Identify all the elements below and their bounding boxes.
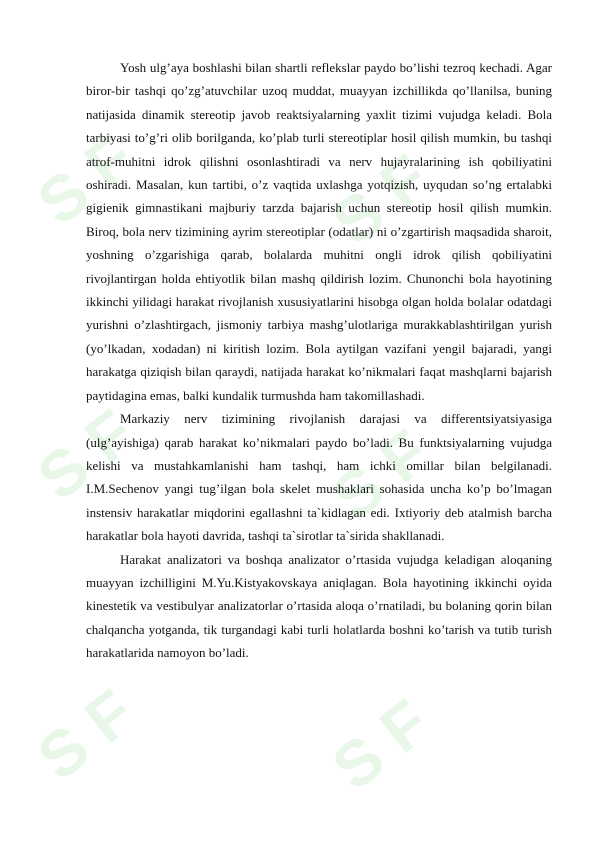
paragraph-1: Yosh ulg’aya boshlashi bilan shartli reflekslar paydo bo’lishi tezroq kechadi. Agar biror-bir tashqi qo’zg’atuvchilar uzoq muddat, muayyan izchillikda qo’llanilsa, buning natijasida dinamik stereotip javob reaktsiyalarning yaxlit tizimi vujudga keladi. Bola tarbiyasi to’g’ri olib borilganda, ko’plab turli stereotiplar hosil qilish mumkin, bu tashqi atrof-muhitni idrok qilishni osonlashtiradi va nerv hujayralarining ish qobiliyatini oshiradi. Masalan, kun tartibi, o’z vaqtida uxlashga yotqizish, uyqudan so’ng ertalabki gigienik gimnastikani majburiy tarzda bajarish uchun stereotip hosil qilish mumkin. Biroq, bola nerv tizimining ayrim stereotiplar (odatlar) ni o’zgartirish maqsadida sharoit, yoshning o’zgarishiga qarab, bolalarda muhitni ongli idrok qilish qobiliyatini rivojlantirgan holda ehtiyotlik bilan mashq qildirish lozim. Chunonchi bola hayotining ikkinchi yilidagi harakat rivojlanish xususiyatlarini hisobga olgan holda bolalar odatdagi yurishni o’zlashtirgach, jismoniy tarbiya mashg’ulotlariga murakkablashtirilgan yurish (yo’lkadan, xodadan) ni kiritish lozim. Bola aytilgan vazifani yengil bajaradi, yangi harakatga qiziqish bilan qaraydi, natijada harakat ko’nikmalari faqat mashqlarni bajarish paytidagina emas, balki kundalik turmushda ham takomillashadi. (86, 60, 552, 403)
svg-text:S F: S F (319, 685, 443, 804)
svg-text:S F: S F (319, 415, 443, 534)
svg-text:S F: S F (319, 140, 443, 259)
svg-text:S F: S F (24, 675, 148, 794)
svg-text:S F: S F (24, 395, 148, 514)
body-text (86, 56, 552, 665)
paragraph-3: Harakat analizatori va boshqa analizator o’rtasida vujudga keladigan aloqaning muayyan izchilligini M.Yu.Kistyakovskaya aniqlagan. Bola hayotining ikkinchi oyida kinestetik va vestibulyar analizatorlar o’rtasida aloqa o’rnatiladi, bu bolaning qorin bilan chalqancha yotganda, tik turgandagi kabi turli holatlarda boshni ko’tarish va tutib turish harakatlarida namoyon bo’ladi. (86, 551, 552, 661)
paragraph-2: Markaziy nerv tizimining rivojlanish darajasi va differentsiyatsiyasiga (ulg’ayishiga) qarab harakat ko’nikmalari paydo bo’ladi. Bu funktsiyalarning vujudga kelishi va mustahkamlanishi ham tashqi, ham ichki omillar bilan belgilanadi. I.M.Sechenov yangi tug’ilgan bola skelet mushaklari sohasida uncha ko’p bo’lmagan instensiv harakatlar miqdorini egallashni ta`kidlagan edi. Ixtiyoriy deb atalmish barcha harakatlar bola hayoti davrida, tashqi ta`sirotlar ta`sirida shakllanadi. (86, 411, 552, 544)
svg-text:S F: S F (24, 120, 148, 239)
